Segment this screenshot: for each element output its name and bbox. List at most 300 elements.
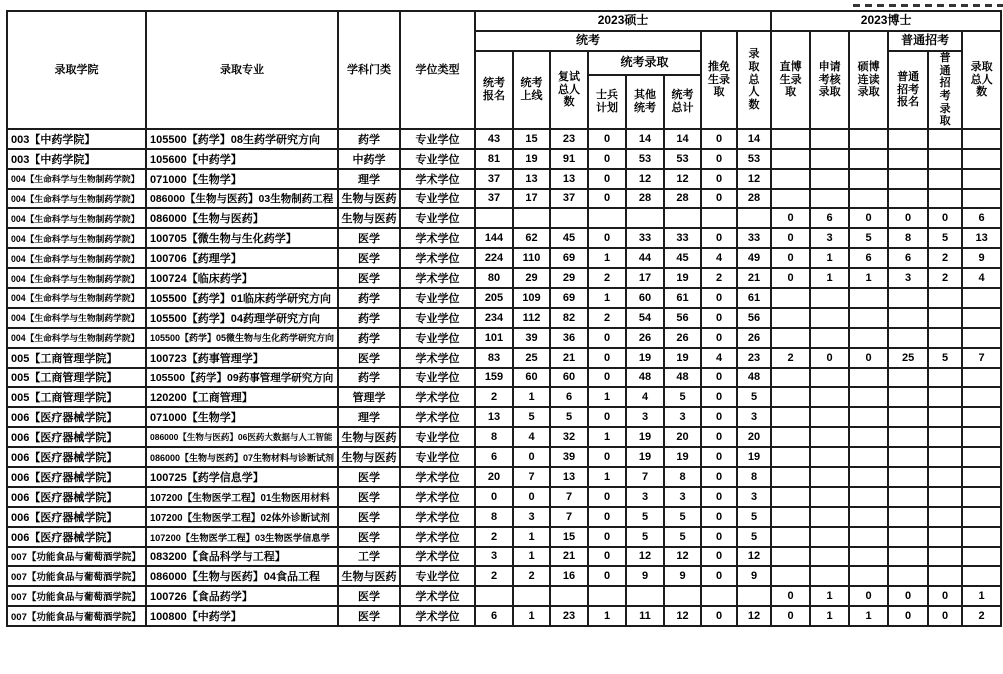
cell-tuimian: 0: [701, 129, 737, 149]
cell-shuobo-liandu: [849, 507, 888, 527]
cell-tk-shangxian: [513, 208, 550, 228]
cell-college: 004【生命科学与生物制药学院】: [7, 308, 146, 328]
cell-qita-tongkao: 17: [626, 268, 664, 288]
cell-shuobo-liandu: [849, 328, 888, 348]
cell-shibing-jihua: 1: [588, 288, 626, 308]
cell-tongkao-zongji: 61: [664, 288, 701, 308]
cell-fushi-total: 21: [550, 547, 588, 567]
cell-discipline: 医学: [338, 467, 400, 487]
cell-qita-tongkao: 14: [626, 129, 664, 149]
cell-tk-baoming: 6: [475, 606, 513, 626]
cell-tuimian: 0: [701, 288, 737, 308]
cell-shuobo-liandu: [849, 189, 888, 209]
cell-pt-baoming: 0: [888, 208, 928, 228]
admissions-table: [6, 10, 1002, 627]
cell-pt-luqu: 0: [928, 606, 962, 626]
cell-doctor-total: [962, 387, 1001, 407]
cell-shibing-jihua: 0: [588, 527, 626, 547]
cell-zhibo: [771, 368, 810, 388]
cell-discipline: 药学: [338, 288, 400, 308]
cell-master-total: 20: [737, 427, 771, 447]
cell-shuobo-liandu: [849, 308, 888, 328]
cell-doctor-total: [962, 566, 1001, 586]
cell-shuobo-liandu: [849, 149, 888, 169]
cell-college: 007【功能食品与葡萄酒学院】: [7, 547, 146, 567]
cell-discipline: 生物与医药: [338, 447, 400, 467]
cell-zhibo: [771, 547, 810, 567]
cell-tongkao-zongji: 8: [664, 467, 701, 487]
cell-tongkao-zongji: 19: [664, 447, 701, 467]
cell-major: 086000【生物与医药】03生物制药工程: [146, 189, 338, 209]
cell-doctor-total: [962, 328, 1001, 348]
cell-degree-type: 专业学位: [400, 189, 475, 209]
header-doctor-total: 录取总人数: [962, 31, 1001, 129]
cell-qita-tongkao: 19: [626, 427, 664, 447]
cell-shuobo-liandu: [849, 387, 888, 407]
cell-pt-luqu: [928, 467, 962, 487]
cell-tk-shangxian: 109: [513, 288, 550, 308]
cell-shenqing-kaohe: [810, 507, 849, 527]
cell-tk-shangxian: 15: [513, 129, 550, 149]
table-row-1: [7, 129, 1001, 149]
cell-pt-luqu: [928, 487, 962, 507]
cell-college: 007【功能食品与葡萄酒学院】: [7, 566, 146, 586]
cell-fushi-total: 16: [550, 566, 588, 586]
cell-doctor-total: 9: [962, 248, 1001, 268]
cell-fushi-total: 39: [550, 447, 588, 467]
cell-doctor-total: 13: [962, 228, 1001, 248]
cell-discipline: 药学: [338, 368, 400, 388]
cell-pt-baoming: [888, 507, 928, 527]
cell-pt-luqu: [928, 387, 962, 407]
cell-degree-type: 学术学位: [400, 228, 475, 248]
cell-zhibo: 0: [771, 248, 810, 268]
header-qita-tongkao: 其他统考: [626, 75, 664, 129]
cell-zhibo: [771, 507, 810, 527]
cell-tk-shangxian: 5: [513, 407, 550, 427]
cell-shibing-jihua: 1: [588, 427, 626, 447]
cell-shuobo-liandu: [849, 566, 888, 586]
cell-college: 006【医疗器械学院】: [7, 427, 146, 447]
cell-pt-baoming: [888, 407, 928, 427]
cell-zhibo: [771, 387, 810, 407]
cell-tuimian: 0: [701, 507, 737, 527]
cell-shibing-jihua: 0: [588, 447, 626, 467]
cell-master-total: 12: [737, 169, 771, 189]
cell-degree-type: 专业学位: [400, 288, 475, 308]
cell-doctor-total: [962, 308, 1001, 328]
cell-shuobo-liandu: [849, 527, 888, 547]
cell-discipline: 医学: [338, 586, 400, 606]
cell-pt-baoming: 25: [888, 348, 928, 368]
cell-zhibo: [771, 467, 810, 487]
table-row-2: [7, 149, 1001, 169]
cell-major: 071000【生物学】: [146, 169, 338, 189]
header-tk-shangxian: 统考上线: [513, 51, 550, 129]
cell-tk-shangxian: 29: [513, 268, 550, 288]
cell-shibing-jihua: 1: [588, 467, 626, 487]
cell-college: 006【医疗器械学院】: [7, 487, 146, 507]
table-body: [7, 129, 1001, 626]
cell-pt-luqu: 2: [928, 268, 962, 288]
cell-doctor-total: [962, 507, 1001, 527]
cell-shenqing-kaohe: 1: [810, 268, 849, 288]
cell-shibing-jihua: 0: [588, 149, 626, 169]
cell-qita-tongkao: 33: [626, 228, 664, 248]
cell-discipline: 医学: [338, 507, 400, 527]
table-row-8: [7, 268, 1001, 288]
cell-tongkao-zongji: 20: [664, 427, 701, 447]
cell-pt-baoming: [888, 566, 928, 586]
cell-major: 071000【生物学】: [146, 407, 338, 427]
cell-college: 004【生命科学与生物制药学院】: [7, 208, 146, 228]
cell-master-total: 5: [737, 527, 771, 547]
cell-tk-baoming: 37: [475, 189, 513, 209]
cell-shibing-jihua: 1: [588, 387, 626, 407]
cell-shenqing-kaohe: [810, 527, 849, 547]
cell-master-total: 12: [737, 547, 771, 567]
cell-tk-shangxian: 3: [513, 507, 550, 527]
cell-zhibo: [771, 447, 810, 467]
cell-shenqing-kaohe: 1: [810, 248, 849, 268]
cell-tk-shangxian: 0: [513, 447, 550, 467]
cell-tk-baoming: 8: [475, 507, 513, 527]
table-row-10: [7, 308, 1001, 328]
cell-doctor-total: [962, 407, 1001, 427]
cell-pt-luqu: [928, 169, 962, 189]
cell-shibing-jihua: 0: [588, 547, 626, 567]
cell-zhibo: 0: [771, 268, 810, 288]
cell-shuobo-liandu: [849, 447, 888, 467]
cell-major: 105500【药学】01临床药学研究方向: [146, 288, 338, 308]
cell-doctor-total: [962, 527, 1001, 547]
cell-shuobo-liandu: [849, 129, 888, 149]
cell-tuimian: 0: [701, 547, 737, 567]
cell-doctor-total: 6: [962, 208, 1001, 228]
cell-pt-luqu: 5: [928, 228, 962, 248]
cell-zhibo: [771, 527, 810, 547]
cell-tk-baoming: 43: [475, 129, 513, 149]
cell-shuobo-liandu: 1: [849, 606, 888, 626]
cell-pt-luqu: [928, 328, 962, 348]
cell-pt-baoming: [888, 328, 928, 348]
cell-fushi-total: [550, 586, 588, 606]
cell-pt-luqu: [928, 308, 962, 328]
cell-doctor-total: 2: [962, 606, 1001, 626]
cell-discipline: 医学: [338, 527, 400, 547]
cell-shenqing-kaohe: 0: [810, 348, 849, 368]
cell-pt-baoming: [888, 547, 928, 567]
cell-fushi-total: 5: [550, 407, 588, 427]
cell-tk-baoming: 205: [475, 288, 513, 308]
cell-doctor-total: 1: [962, 586, 1001, 606]
cell-college: 003【中药学院】: [7, 149, 146, 169]
cell-degree-type: 学术学位: [400, 606, 475, 626]
cell-shenqing-kaohe: 6: [810, 208, 849, 228]
table-row-15: [7, 407, 1001, 427]
cell-degree-type: 学术学位: [400, 248, 475, 268]
cell-shibing-jihua: 0: [588, 328, 626, 348]
cell-tuimian: 0: [701, 566, 737, 586]
cell-tk-shangxian: 4: [513, 427, 550, 447]
cell-fushi-total: 23: [550, 129, 588, 149]
cell-degree-type: 专业学位: [400, 427, 475, 447]
cell-pt-luqu: [928, 407, 962, 427]
cell-shenqing-kaohe: [810, 467, 849, 487]
cell-pt-luqu: [928, 507, 962, 527]
cell-fushi-total: 23: [550, 606, 588, 626]
table-row-20: [7, 507, 1001, 527]
cell-pt-baoming: 0: [888, 586, 928, 606]
cell-shenqing-kaohe: [810, 288, 849, 308]
cell-doctor-total: 4: [962, 268, 1001, 288]
cell-shibing-jihua: 0: [588, 169, 626, 189]
cell-pt-luqu: [928, 427, 962, 447]
cell-master-total: [737, 586, 771, 606]
cell-tongkao-zongji: 5: [664, 507, 701, 527]
cell-pt-luqu: 0: [928, 586, 962, 606]
cell-tongkao-zongji: 12: [664, 606, 701, 626]
cell-master-total: 19: [737, 447, 771, 467]
cell-tongkao-zongji: 33: [664, 228, 701, 248]
cell-major: 105500【药学】09药事管理学研究方向: [146, 368, 338, 388]
header-tuimian: 推免生录取: [701, 31, 737, 129]
cell-college: 004【生命科学与生物制药学院】: [7, 228, 146, 248]
cell-pt-luqu: 0: [928, 208, 962, 228]
cell-qita-tongkao: 5: [626, 507, 664, 527]
cell-fushi-total: 7: [550, 507, 588, 527]
header-master-2023: 2023硕士: [475, 11, 771, 31]
cell-tk-baoming: 2: [475, 527, 513, 547]
cell-doctor-total: [962, 368, 1001, 388]
cell-tk-shangxian: 1: [513, 527, 550, 547]
cell-college: 004【生命科学与生物制药学院】: [7, 268, 146, 288]
cell-college: 006【医疗器械学院】: [7, 447, 146, 467]
cell-degree-type: 专业学位: [400, 368, 475, 388]
cell-major: 105500【药学】04药理学研究方向: [146, 308, 338, 328]
cell-fushi-total: 45: [550, 228, 588, 248]
header-putong-zhaokao-group: 普通招考: [888, 31, 962, 51]
cell-zhibo: [771, 308, 810, 328]
cell-doctor-total: [962, 129, 1001, 149]
cell-fushi-total: 69: [550, 288, 588, 308]
cell-tk-baoming: 159: [475, 368, 513, 388]
table-row-4: [7, 189, 1001, 209]
cell-shuobo-liandu: 6: [849, 248, 888, 268]
cell-pt-baoming: [888, 149, 928, 169]
cell-shenqing-kaohe: [810, 169, 849, 189]
cell-shenqing-kaohe: [810, 407, 849, 427]
cell-major: 100725【药学信息学】: [146, 467, 338, 487]
cell-master-total: 28: [737, 189, 771, 209]
cell-fushi-total: 13: [550, 169, 588, 189]
cell-college: 004【生命科学与生物制药学院】: [7, 328, 146, 348]
cell-major: 107200【生物医学工程】02体外诊断试剂: [146, 507, 338, 527]
cell-tk-shangxian: 0: [513, 487, 550, 507]
cell-tongkao-zongji: [664, 586, 701, 606]
cell-major: 100706【药理学】: [146, 248, 338, 268]
cell-shibing-jihua: 1: [588, 248, 626, 268]
cell-tk-baoming: 144: [475, 228, 513, 248]
cell-master-total: 56: [737, 308, 771, 328]
cell-discipline: 生物与医药: [338, 427, 400, 447]
cell-shenqing-kaohe: 3: [810, 228, 849, 248]
cell-pt-baoming: [888, 447, 928, 467]
cell-shibing-jihua: [588, 208, 626, 228]
cell-tuimian: 0: [701, 487, 737, 507]
cell-pt-baoming: [888, 169, 928, 189]
cell-zhibo: [771, 129, 810, 149]
cell-master-total: 9: [737, 566, 771, 586]
cell-tk-baoming: 2: [475, 387, 513, 407]
cell-pt-baoming: [888, 527, 928, 547]
cell-qita-tongkao: 7: [626, 467, 664, 487]
cell-pt-luqu: [928, 566, 962, 586]
cell-tuimian: 0: [701, 368, 737, 388]
cell-major: 100723【药事管理学】: [146, 348, 338, 368]
cell-degree-type: 学术学位: [400, 507, 475, 527]
cell-tk-baoming: 6: [475, 447, 513, 467]
cell-discipline: 医学: [338, 228, 400, 248]
cell-master-total: 49: [737, 248, 771, 268]
table-row-23: [7, 566, 1001, 586]
cell-tuimian: 0: [701, 149, 737, 169]
cell-qita-tongkao: 4: [626, 387, 664, 407]
cell-tuimian: 0: [701, 169, 737, 189]
cell-shenqing-kaohe: [810, 328, 849, 348]
cell-discipline: 生物与医药: [338, 208, 400, 228]
cell-tongkao-zongji: 19: [664, 268, 701, 288]
cell-tongkao-zongji: 3: [664, 407, 701, 427]
cell-college: 004【生命科学与生物制药学院】: [7, 189, 146, 209]
cell-discipline: 理学: [338, 407, 400, 427]
cell-zhibo: 0: [771, 586, 810, 606]
cell-tuimian: 0: [701, 606, 737, 626]
cell-college: 007【功能食品与葡萄酒学院】: [7, 606, 146, 626]
cell-shibing-jihua: 0: [588, 487, 626, 507]
cell-pt-baoming: 6: [888, 248, 928, 268]
table-row-25: [7, 606, 1001, 626]
cell-qita-tongkao: [626, 208, 664, 228]
cell-tuimian: 0: [701, 387, 737, 407]
cell-qita-tongkao: 12: [626, 169, 664, 189]
cell-zhibo: [771, 427, 810, 447]
cell-tk-shangxian: 13: [513, 169, 550, 189]
cell-tongkao-zongji: 12: [664, 169, 701, 189]
cell-qita-tongkao: 28: [626, 189, 664, 209]
cell-college: 006【医疗器械学院】: [7, 527, 146, 547]
cell-degree-type: 专业学位: [400, 328, 475, 348]
cell-pt-luqu: [928, 547, 962, 567]
cell-fushi-total: 7: [550, 487, 588, 507]
cell-degree-type: 专业学位: [400, 129, 475, 149]
cell-master-total: 61: [737, 288, 771, 308]
cell-tuimian: 0: [701, 447, 737, 467]
header-discipline: 学科门类: [338, 11, 400, 129]
cell-degree-type: 学术学位: [400, 387, 475, 407]
cell-zhibo: [771, 328, 810, 348]
cell-tk-baoming: 2: [475, 566, 513, 586]
cell-zhibo: [771, 288, 810, 308]
cell-shenqing-kaohe: [810, 547, 849, 567]
cell-pt-luqu: 2: [928, 248, 962, 268]
cell-doctor-total: [962, 149, 1001, 169]
table-row-19: [7, 487, 1001, 507]
cell-college: 006【医疗器械学院】: [7, 407, 146, 427]
cell-tk-shangxian: 1: [513, 606, 550, 626]
cell-doctor-total: [962, 427, 1001, 447]
cell-tk-shangxian: 25: [513, 348, 550, 368]
cell-major: 086000【生物与医药】04食品工程: [146, 566, 338, 586]
cell-shibing-jihua: 0: [588, 507, 626, 527]
cell-discipline: 医学: [338, 606, 400, 626]
cell-degree-type: 学术学位: [400, 169, 475, 189]
cell-master-total: 53: [737, 149, 771, 169]
cell-shuobo-liandu: [849, 368, 888, 388]
table-row-5: [7, 208, 1001, 228]
cell-pt-baoming: [888, 308, 928, 328]
cell-qita-tongkao: 60: [626, 288, 664, 308]
header-row-1: [7, 11, 1001, 31]
cell-major: 100726【食品药学】: [146, 586, 338, 606]
cell-degree-type: 专业学位: [400, 308, 475, 328]
cell-college: 006【医疗器械学院】: [7, 507, 146, 527]
header-shibing-jihua: 士兵计划: [588, 75, 626, 129]
cell-major: 100705【微生物与生化药学】: [146, 228, 338, 248]
cell-major: 100800【中药学】: [146, 606, 338, 626]
cell-qita-tongkao: 3: [626, 407, 664, 427]
cell-fushi-total: 91: [550, 149, 588, 169]
cell-zhibo: [771, 189, 810, 209]
cell-tongkao-zongji: 56: [664, 308, 701, 328]
cell-qita-tongkao: 53: [626, 149, 664, 169]
cell-tuimian: 0: [701, 467, 737, 487]
cell-tk-baoming: 0: [475, 487, 513, 507]
cell-master-total: 5: [737, 387, 771, 407]
cell-shuobo-liandu: 0: [849, 208, 888, 228]
cell-pt-luqu: [928, 447, 962, 467]
cell-shibing-jihua: [588, 586, 626, 606]
cell-college: 007【功能食品与葡萄酒学院】: [7, 586, 146, 606]
cropped-watermark: [853, 4, 1003, 7]
cell-major: 105500【药学】05微生物与生化药学研究方向: [146, 328, 338, 348]
cell-shenqing-kaohe: [810, 129, 849, 149]
cell-college: 006【医疗器械学院】: [7, 467, 146, 487]
cell-discipline: 中药学: [338, 149, 400, 169]
cell-pt-luqu: [928, 527, 962, 547]
cell-tuimian: 0: [701, 427, 737, 447]
cell-pt-baoming: [888, 427, 928, 447]
cell-fushi-total: 6: [550, 387, 588, 407]
cell-college: 005【工商管理学院】: [7, 387, 146, 407]
header-pt-baoming: 普通招考报名: [888, 51, 928, 129]
cell-fushi-total: 15: [550, 527, 588, 547]
cell-shenqing-kaohe: [810, 189, 849, 209]
cell-shenqing-kaohe: 1: [810, 606, 849, 626]
cell-tk-baoming: [475, 586, 513, 606]
cell-qita-tongkao: 54: [626, 308, 664, 328]
cell-tongkao-zongji: 26: [664, 328, 701, 348]
cell-tk-shangxian: 19: [513, 149, 550, 169]
cell-tongkao-zongji: 19: [664, 348, 701, 368]
cell-tk-shangxian: 2: [513, 566, 550, 586]
cell-pt-baoming: [888, 467, 928, 487]
cell-degree-type: 专业学位: [400, 566, 475, 586]
cell-degree-type: 学术学位: [400, 348, 475, 368]
table-row-12: [7, 348, 1001, 368]
cell-pt-baoming: [888, 189, 928, 209]
cell-tongkao-zongji: 53: [664, 149, 701, 169]
